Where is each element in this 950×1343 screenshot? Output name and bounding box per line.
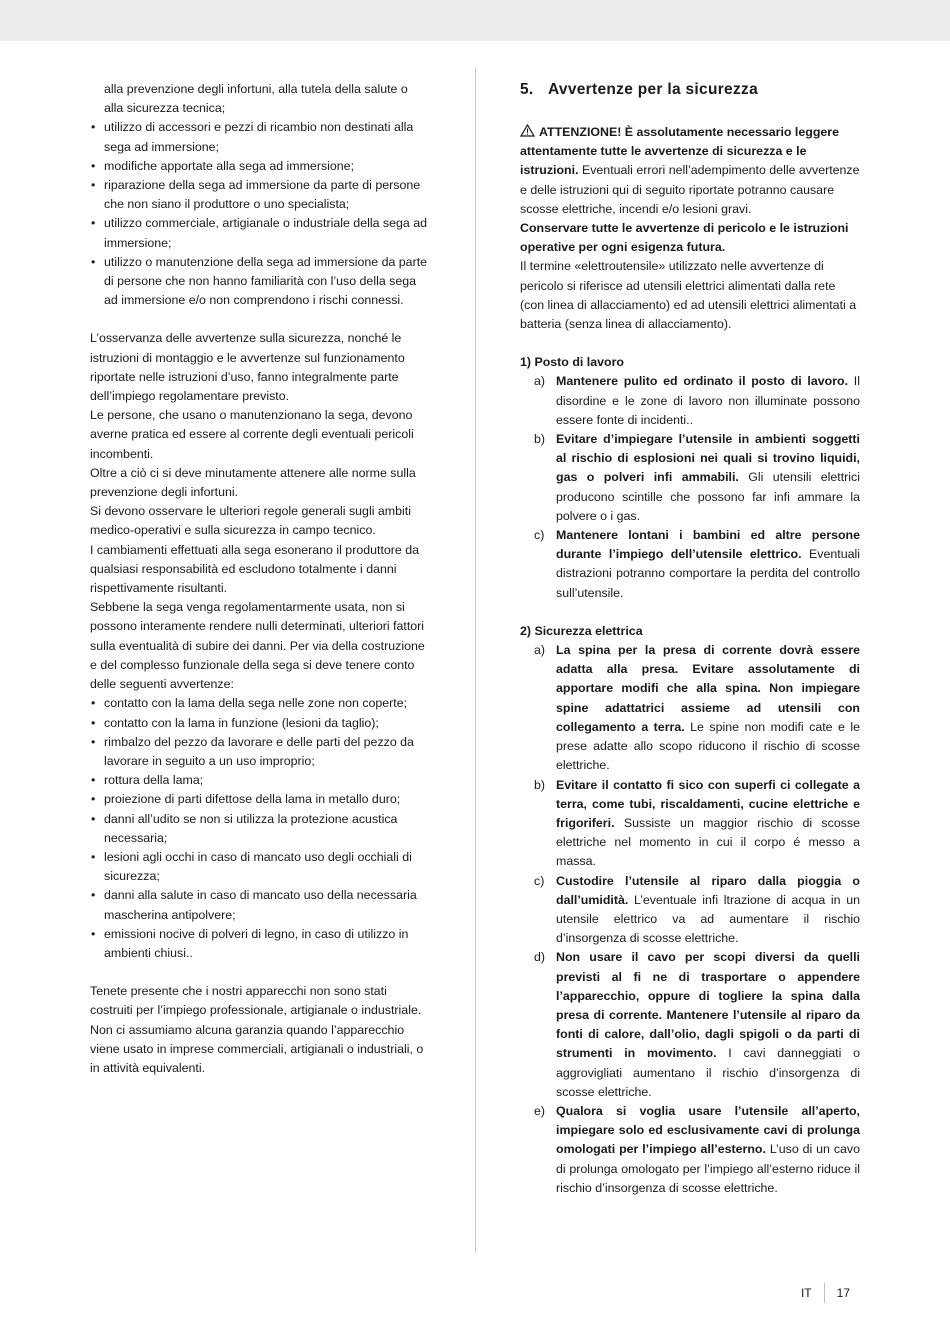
- list-item: • rimbalzo del pezzo da lavorare e delle parti del pezzo da lavorare in seguito a un uso improprio;: [90, 733, 430, 771]
- bullet-list-a: [90, 118, 430, 310]
- list-item: • contatto con la lama in funzione (lesioni da taglio);: [90, 714, 430, 733]
- list-item: • utilizzo o manutenzione della sega ad immersione da parte di persone che non hanno familiarità con l’uso della sega ad immersione e/o non comprendono i rischi connessi.: [90, 253, 430, 311]
- list-item: • danni all’udito se non si utilizza la protezione acustica necessaria;: [90, 810, 430, 848]
- list-item: • riparazione della sega ad immersione da parte di persone che non siano il produttore o uno specialista;: [90, 176, 430, 214]
- list-item: [520, 948, 860, 1102]
- warning-bold-text: ATTENZIONE! È assolutamente necessario leggere attentamente tutte le avvertenze di sicurezza e le istruzioni.: [520, 125, 839, 178]
- list-item: • danni alla salute in caso di mancato uso della necessaria mascherina antipolvere;: [90, 886, 430, 924]
- item-bold-text: Mantenere lontani i bambini ed altre persone durante l’impiego dell’utensile elettrico.: [556, 528, 860, 562]
- list-item: [520, 372, 860, 430]
- paragraph: Oltre a ciò ci si deve minutamente attenere alle norme sulla prevenzione degli infortuni.: [90, 465, 416, 500]
- item-bold-text: Mantenere pulito ed ordinato il posto di lavoro.: [556, 374, 849, 389]
- list-item: • utilizzo commerciale, artigianale o industriale della sega ad immersione;: [90, 214, 430, 252]
- bullet-list-b: [90, 694, 430, 963]
- list-item: • modifiche apportate alla sega ad immersione;: [90, 157, 430, 176]
- page-footer: [801, 1283, 850, 1303]
- list-item: [520, 430, 860, 526]
- intro-text: alla prevenzione degli infortuni, alla tutela della salute o alla sicurezza tecnica;: [104, 82, 408, 116]
- paragraph: I cambiamenti effettuati alla sega esonerano il produttore da qualsiasi responsabilità ed escludono totalmente i danni rispettivamente risultanti.: [90, 542, 420, 596]
- list-item: [520, 776, 860, 872]
- paragraph: Si devono osservare le ulteriori regole generali sugli ambiti medico-operativi e sulla sicurezza in campo tecnico.: [90, 504, 411, 538]
- subsection-title-workplace: 1) Posto di lavoro: [520, 355, 624, 370]
- warning-paragraph: [520, 123, 860, 219]
- item-label: a): [534, 643, 546, 658]
- warning-triangle-icon: [520, 124, 536, 137]
- item-text: I cavi danneggiati o aggrovigliati aumentano il rischio d’insorgenza di scosse elettriche.: [556, 1046, 860, 1099]
- item-bold-text: Non usare il cavo per scopi diversi da quelli previsti al fi ne di trasportare o appendere l’apparecchio, oppure di togliere la spina dalla presa di corrente. Mantenere l’utensile al riparo da fonti di calore, dall’olio, dagli spigoli o da parti di strumenti in movimento.: [556, 950, 860, 1061]
- list-item: [520, 1102, 860, 1198]
- item-text: Sussiste un maggior rischio di scosse elettriche nel momento in cui il corpo é messo a massa.: [556, 815, 860, 869]
- item-label: c): [534, 873, 545, 888]
- list-item: [520, 641, 860, 775]
- item-text: Gli utensili elettrici producono scintille che possono far infi ammare la polvere o i gas.: [556, 470, 860, 523]
- top-bar: [0, 0, 950, 41]
- item-text: Eventuali distrazioni potranno comportare la perdita del controllo sull’utensile.: [556, 547, 860, 600]
- item-text: L’eventuale infi ltrazione di acqua in un utensile elettrico va ad aumentare il rischio d’insorgenza di scosse elettriche.: [556, 892, 860, 946]
- list-item: • utilizzo di accessori e pezzi di ricambio non destinati alla sega ad immersione;: [90, 118, 430, 156]
- item-bold-text: Evitare il contatto fi sico con superfi ci collegate a terra, come tubi, riscaldamenti, cucine elettriche e frigoriferi.: [556, 777, 860, 830]
- list-item: • emissioni nocive di polveri di legno, in caso di utilizzo in ambienti chiusi..: [90, 925, 430, 963]
- item-label: c): [534, 528, 545, 543]
- list-item: • lesioni agli occhi in caso di mancato uso degli occhiali di sicurezza;: [90, 848, 430, 886]
- item-label: d): [534, 950, 546, 965]
- item-label: e): [534, 1103, 546, 1118]
- list-item: [520, 526, 860, 603]
- item-text: Il disordine e le zone di lavoro non illuminate possono essere fonte di incidenti..: [556, 374, 860, 427]
- footer-divider: [824, 1283, 825, 1303]
- paragraph: L’osservanza delle avvertenze sulla sicurezza, nonché le istruzioni di montaggio e le avvertenze sul funzionamento riportate nelle istruzioni d’uso, fanno integralmente parte dell’impiego regolamentare previsto.: [90, 331, 405, 404]
- item-text: L’uso di un cavo di prolunga omologato per l’impiego all’esterno riduce il rischio d’insorgenza di scosse elettriche.: [556, 1142, 861, 1195]
- paragraph: Le persone, che usano o manutenzionano la sega, devono averne pratica ed essere al corrente degli eventuali pericoli incombenti.: [90, 408, 414, 461]
- item-label: a): [534, 374, 546, 389]
- term-definition-text: Il termine «elettroutensile» utilizzato nelle avvertenze di pericolo si riferisce ad utensili elettrici alimentati dalla rete (con linea di allacciamento) ed ad utensili elettrici alimentati a batteria (senza linea di allacciamento).: [520, 259, 857, 332]
- item-text: Le spine non modifi cate e le prese adatte allo scopo riducono il rischio di scosse elettriche.: [556, 719, 861, 773]
- list-item: • contatto con la lama della sega nelle zone non coperte;: [90, 694, 430, 713]
- item-bold-text: La spina per la presa di corrente dovrà essere adatta alla presa. Evitare assolutamente di apportare modifi che alla spina. Non impiegare spine adattatrici assieme ad utensili con collegamento a terra.: [556, 643, 860, 734]
- closing-paragraph: Tenete presente che i nostri apparecchi non sono stati costruiti per l’impiego professionale, artigianale o industriale. Non ci assumiamo alcuna garanzia quando l’apparecchio viene usato in imprese commerciali, artigianali o industriali, o in attività equivalenti.: [90, 984, 424, 1075]
- item-bold-text: Custodire l’utensile al riparo dalla pioggia o dall’umidità.: [556, 873, 860, 907]
- left-column: [90, 80, 430, 1078]
- subsection-title-electrical: 2) Sicurezza elettrica: [520, 623, 643, 638]
- page-number: 17: [836, 1286, 850, 1300]
- section-title: Avvertenze per la sicurezza: [548, 81, 758, 98]
- warning-text: Eventuali errori nell’adempimento delle avvertenze e delle istruzioni qui di seguito riportate potranno causare scosse elettriche, incendi e/o lesioni gravi.: [520, 163, 860, 216]
- list-item: • proiezione di parti difettose della lama in metallo duro;: [90, 790, 430, 809]
- item-label: b): [534, 432, 546, 447]
- list-item: • rottura della lama;: [90, 771, 430, 790]
- right-column: [520, 80, 860, 1198]
- section-number: 5.: [520, 81, 534, 98]
- column-divider: [475, 68, 476, 1253]
- item-bold-text: Qualora si voglia usare l’utensile all’aperto, impiegare solo ed esclusivamente cavi di prolunga omologati per l’impiego all’esterno.: [556, 1103, 860, 1157]
- keep-instructions-text: Conservare tutte le avvertenze di pericolo e le istruzioni operative per ogni esigenza futura.: [520, 221, 849, 255]
- list-item: [520, 872, 860, 949]
- item-bold-text: Evitare d’impiegare l’utensile in ambienti soggetti al rischio di esplosioni nei quali si trovino liquidi, gas o polveri infi ammabili.: [556, 432, 860, 485]
- item-label: b): [534, 777, 546, 792]
- language-code: IT: [800, 1286, 812, 1300]
- section-heading: [520, 80, 860, 100]
- paragraph: Sebbene la sega venga regolamentarmente usata, non si possono interamente rendere nulli determinati, ulteriori fattori sulla eventualità di subire dei danni. Per via della costruzione e del complesso funzionale della sega si deve tenere conto delle seguenti avvertenze:: [90, 600, 425, 692]
